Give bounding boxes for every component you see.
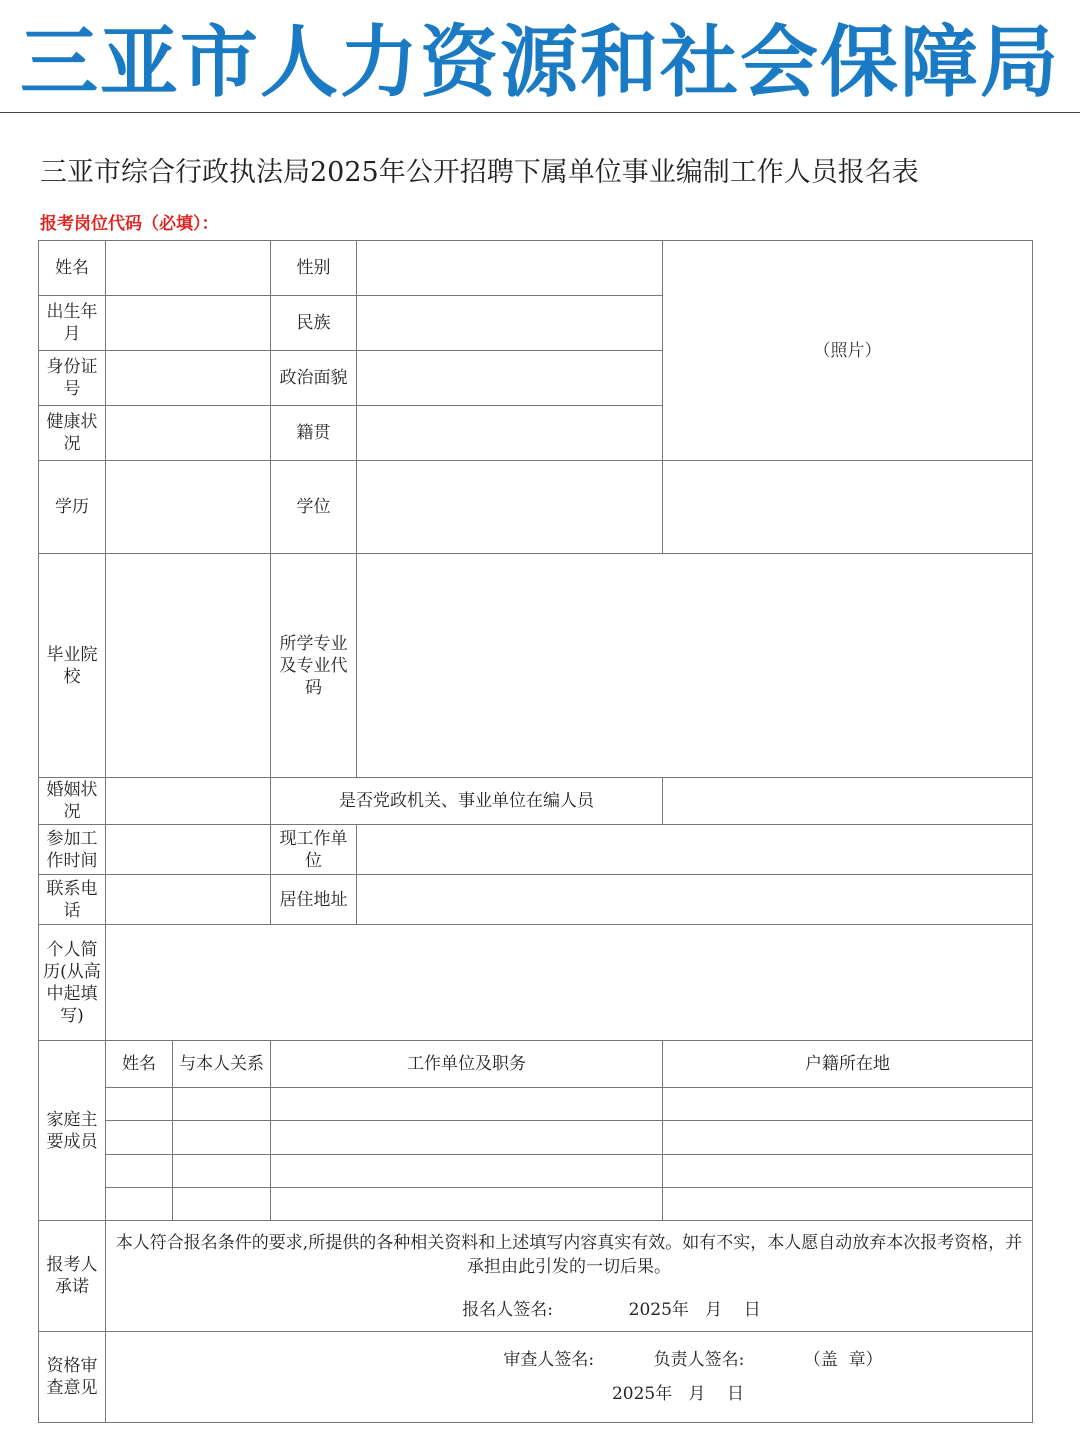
review-cell	[106, 1332, 1033, 1423]
health-field[interactable]	[106, 406, 271, 461]
marital-label: 婚姻状况	[39, 778, 106, 825]
family-relation-cell[interactable]	[173, 1121, 271, 1155]
major-label: 所学专业及专业代码	[271, 554, 357, 778]
family-name-cell[interactable]	[106, 1155, 173, 1188]
political-status-field[interactable]	[357, 351, 663, 406]
school-label: 毕业院校	[39, 554, 106, 778]
family-label: 家庭主要成员	[39, 1041, 106, 1221]
current-employer-field[interactable]	[357, 825, 1033, 875]
org-name: 三亚市人力资源和社会保障局	[19, 18, 1060, 108]
table-row	[39, 875, 1033, 925]
gender-field[interactable]	[357, 241, 663, 296]
table-row	[39, 1041, 1033, 1088]
phone-field[interactable]	[106, 875, 271, 925]
photo-box[interactable]: （照片）	[663, 241, 1033, 461]
review-signature-line[interactable]: 审查人签名: 负责人签名: （盖 章）	[503, 1350, 883, 1370]
family-header-employer: 工作单位及职务	[271, 1041, 663, 1088]
education-field[interactable]	[106, 461, 271, 554]
name-label: 姓名	[39, 241, 106, 296]
header-banner	[0, 0, 1080, 113]
native-place-label: 籍贯	[271, 406, 357, 461]
family-hukou-cell[interactable]	[663, 1188, 1033, 1221]
political-status-label: 政治面貌	[271, 351, 357, 406]
pledge-cell	[106, 1221, 1033, 1332]
family-header-relation: 与本人关系	[173, 1041, 271, 1088]
review-label: 资格审查意见	[39, 1332, 106, 1423]
work-start-label: 参加工作时间	[39, 825, 106, 875]
review-date-line[interactable]: 2025年 月 日	[611, 1384, 745, 1404]
id-number-label: 身份证号	[39, 351, 106, 406]
resume-label: 个人简历(从高中起填写)	[39, 925, 106, 1041]
native-place-field[interactable]	[357, 406, 663, 461]
name-field[interactable]	[106, 241, 271, 296]
marital-field[interactable]	[106, 778, 271, 825]
table-row	[39, 1188, 1033, 1221]
pledge-label: 报考人承诺	[39, 1221, 106, 1332]
family-name-cell[interactable]	[106, 1088, 173, 1121]
family-relation-cell[interactable]	[173, 1188, 271, 1221]
work-start-field[interactable]	[106, 825, 271, 875]
table-row	[39, 1121, 1033, 1155]
family-relation-cell[interactable]	[173, 1155, 271, 1188]
family-employer-cell[interactable]	[271, 1088, 663, 1121]
health-label: 健康状况	[39, 406, 106, 461]
ethnicity-field[interactable]	[357, 296, 663, 351]
family-employer-cell[interactable]	[271, 1188, 663, 1221]
family-relation-cell[interactable]	[173, 1088, 271, 1121]
family-header-hukou: 户籍所在地	[663, 1041, 1033, 1088]
table-row	[39, 825, 1033, 875]
post-code-label: 报考岗位代码（必填）：	[40, 214, 219, 234]
phone-label: 联系电话	[39, 875, 106, 925]
birth-label: 出生年月	[39, 296, 106, 351]
table-row	[39, 778, 1033, 825]
in-establishment-label: 是否党政机关、事业单位在编人员	[271, 778, 663, 825]
ethnicity-label: 民族	[271, 296, 357, 351]
family-employer-cell[interactable]	[271, 1155, 663, 1188]
pledge-text: 本人符合报名条件的要求,所提供的各种相关资料和上述填写内容真实有效。如有不实，本人愿自动放弃本次报考资格，并承担由此引发的一切后果。	[115, 1233, 1023, 1277]
table-row	[39, 1221, 1033, 1332]
degree-extra-field[interactable]	[663, 461, 1033, 554]
family-employer-cell[interactable]	[271, 1121, 663, 1155]
family-hukou-cell[interactable]	[663, 1121, 1033, 1155]
family-name-cell[interactable]	[106, 1188, 173, 1221]
family-hukou-cell[interactable]	[663, 1155, 1033, 1188]
id-number-field[interactable]	[106, 351, 271, 406]
table-row	[39, 1088, 1033, 1121]
education-label: 学历	[39, 461, 106, 554]
address-label: 居住地址	[271, 875, 357, 925]
school-field[interactable]	[106, 554, 271, 778]
registration-table	[38, 240, 1033, 1423]
family-hukou-cell[interactable]	[663, 1088, 1033, 1121]
table-row	[39, 461, 1033, 554]
address-field[interactable]	[357, 875, 1033, 925]
gender-label: 性别	[271, 241, 357, 296]
table-row	[39, 925, 1033, 1041]
table-row	[39, 1332, 1033, 1423]
pledge-signature-line[interactable]: 报名人签名: 2025年 月 日	[462, 1300, 761, 1320]
degree-label: 学位	[271, 461, 357, 554]
family-name-cell[interactable]	[106, 1121, 173, 1155]
resume-field[interactable]	[106, 925, 1033, 1041]
table-row	[39, 1155, 1033, 1188]
birth-field[interactable]	[106, 296, 271, 351]
table-row	[39, 241, 1033, 296]
form-title: 三亚市综合行政执法局2025年公开招聘下属单位事业编制工作人员报名表	[40, 157, 919, 188]
degree-field[interactable]	[357, 461, 663, 554]
major-field[interactable]	[357, 554, 1033, 778]
family-header-name: 姓名	[106, 1041, 173, 1088]
in-establishment-field[interactable]	[663, 778, 1033, 825]
current-employer-label: 现工作单位	[271, 825, 357, 875]
table-row	[39, 554, 1033, 778]
